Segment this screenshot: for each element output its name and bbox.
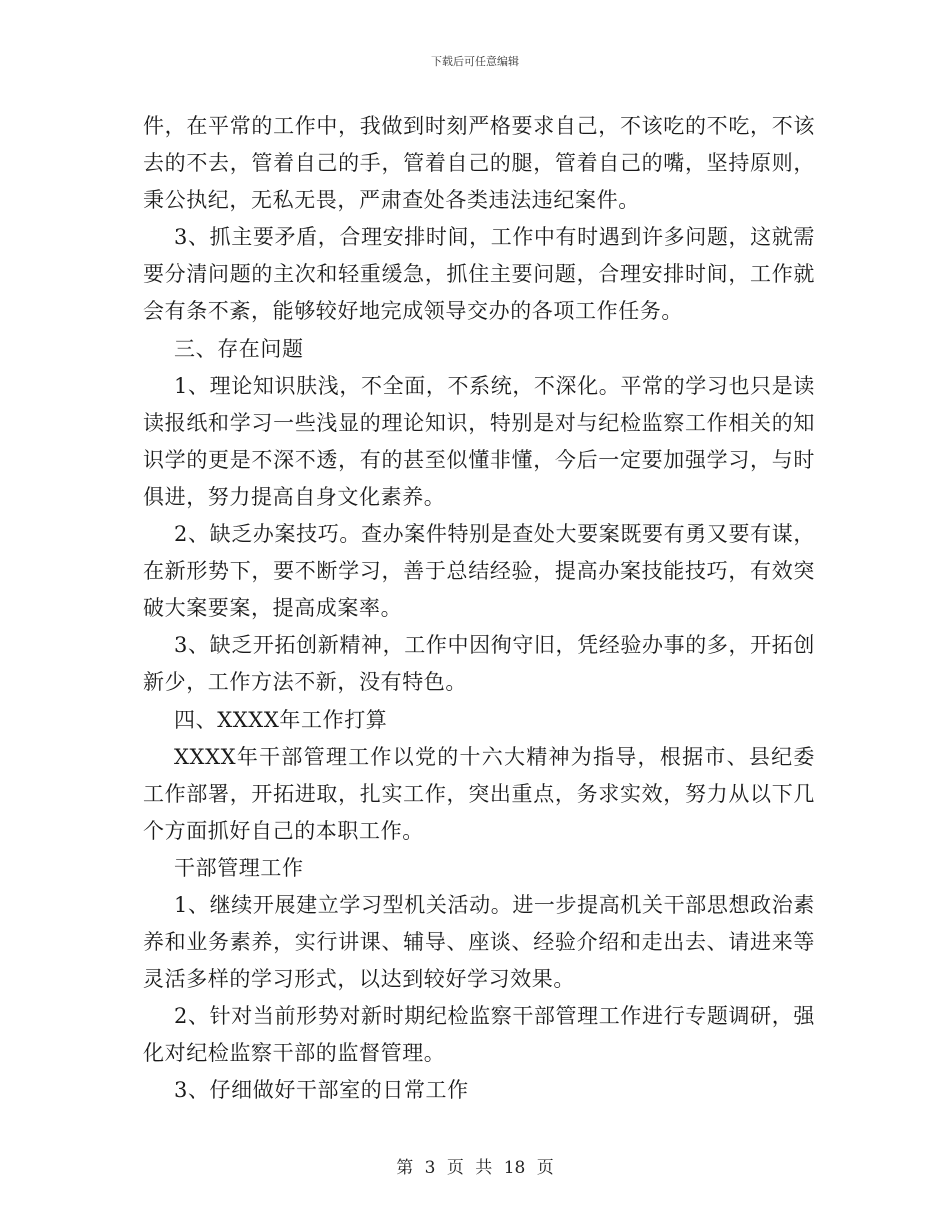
paragraph-5: 2、缺乏办案技巧。查办案件特别是查处大要案既要有勇又要有谋，在新形势下，要不断学习，善于总结经验，提高办案技能技巧，有效突破大案要案，提高成案率。 (143, 522, 815, 621)
subheading-cadre-management: 干部管理工作 (174, 855, 304, 880)
paragraph-8: XXXX年干部管理工作以党的十六大精神为指导，根据市、县纪委工作部署，开拓进取，扎实工作，突出重点，务求实效，努力从以下几个方面抓好自己的本职工作。 (143, 744, 815, 843)
page-header: 下载后可任意编辑 (431, 55, 519, 68)
section-heading-problems: 三、存在问题 (174, 336, 304, 361)
paragraph-1: 件，在平常的工作中，我做到时刻严格要求自己，不该吃的不吃，不该去的不去，管着自己的手，管着自己的腿，管着自己的嘴，坚持原则，秉公执纪，无私无畏，严肃查处各类违法违纪案件。 (143, 114, 815, 213)
page-number: 第 3 页 共 18 页 (396, 1158, 554, 1178)
paragraph-6: 3、缺乏开拓创新精神，工作中因徇守旧，凭经验办事的多，开拓创新少，工作方法不新，没有特色。 (143, 633, 815, 695)
paragraph-12: 3、仔细做好干部室的日常工作 (174, 1078, 469, 1103)
paragraph-4: 1、理论知识肤浅，不全面，不系统，不深化。平常的学习也只是读读报纸和学习一些浅显的理论知识，特别是对与纪检监察工作相关的知识学的更是不深不透，有的甚至似懂非懂，今后一定要加强学习，与时俱进，努力提高自身文化素养。 (143, 373, 815, 509)
paragraph-2: 3、抓主要矛盾，合理安排时间，工作中有时遇到许多问题，这就需要分清问题的主次和轻重缓急，抓住主要问题，合理安排时间，工作就会有条不紊，能够较好地完成领导交办的各项工作任务。 (143, 225, 815, 324)
paragraph-11: 2、针对当前形势对新时期纪检监察干部管理工作进行专题调研，强化对纪检监察干部的监督管理。 (143, 1004, 815, 1066)
paragraph-10: 1、继续开展建立学习型机关活动。进一步提高机关干部思想政治素养和业务素养，实行讲课、辅导、座谈、经验介绍和走出去、请进来等灵活多样的学习形式，以达到较好学习效果。 (143, 892, 815, 992)
document-body (143, 108, 815, 1110)
section-heading-plan: 四、XXXX年工作打算 (174, 707, 388, 732)
